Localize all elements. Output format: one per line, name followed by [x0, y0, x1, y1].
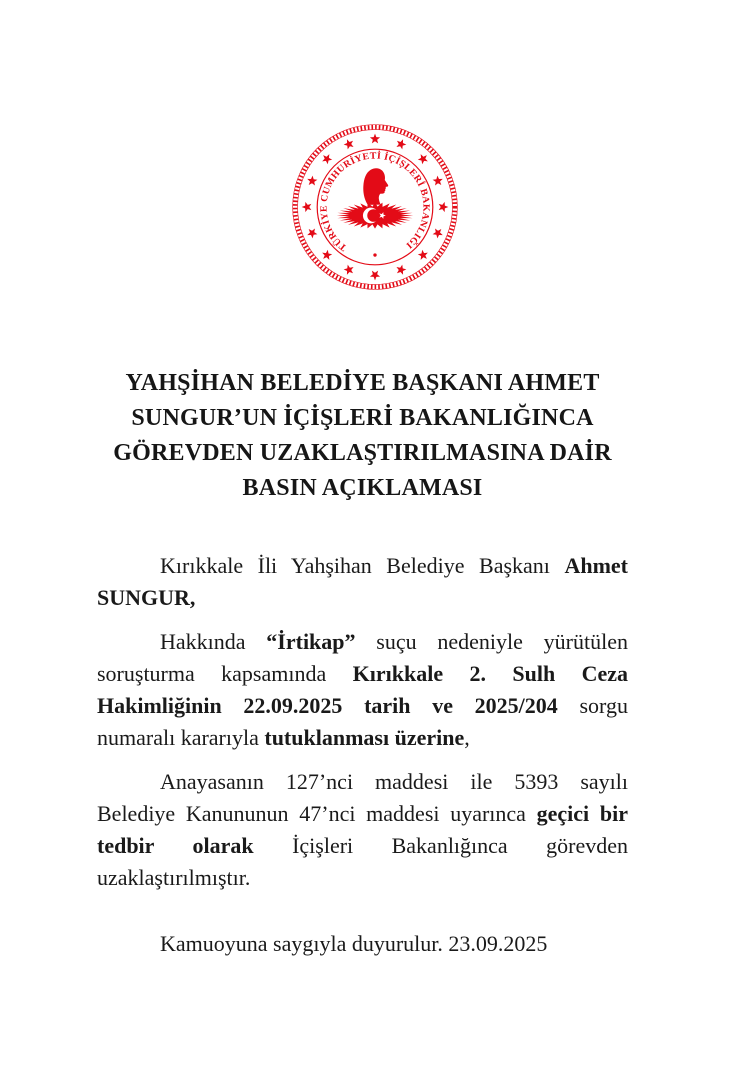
- paragraph-3-run-1: Anayasanın 127’nci maddesi ile 5393 sayılı Belediye Kanununun 47’nci maddesi uyarınca: [97, 769, 628, 826]
- paragraph-1-run-1: Kırıkkale İli Yahşihan Belediye Başkanı: [160, 553, 565, 578]
- ataturk-silhouette: [363, 168, 388, 205]
- paragraph-2-run-6: tutuklanması üzerine: [264, 725, 465, 750]
- title-line-4: BASIN AÇIKLAMASI: [242, 475, 483, 501]
- closing-line: Kamuoyuna saygıyla duyurulur. 23.09.2025: [160, 931, 548, 956]
- ring-bottom-dot: [373, 253, 376, 256]
- paragraph-2-run-3: suçu nedeniyle yürütülen soruşturma kapsamında: [97, 629, 628, 686]
- paragraph-2-run-2: “İrtikap”: [266, 629, 356, 654]
- paragraph-2: [97, 626, 628, 754]
- press-release-body: [97, 550, 628, 972]
- title-line-3: GÖREVDEN UZAKLAŞTIRILMASINA DAİR: [113, 440, 612, 466]
- ministry-emblem-svg: [290, 122, 460, 292]
- paragraph-2-run-1: Hakkında: [160, 629, 267, 654]
- ministry-emblem: [290, 122, 460, 292]
- paragraph-3: [97, 766, 628, 894]
- title-line-2: SUNGUR’UN İÇİŞLERİ BAKANLIĞINCA: [131, 405, 594, 431]
- title-line-1: YAHŞİHAN BELEDİYE BAŞKANI AHMET: [125, 370, 600, 396]
- paragraph-2-run-4: Kırıkkale 2. Sulh Ceza Hakimliğinin 22.09.2025 tarih ve 2025/204: [97, 661, 628, 718]
- paragraph-1: [97, 550, 628, 614]
- ring-text: TÜRKİYE CUMHURİYETİ İÇİŞLERİ BAKANLIĞI: [319, 151, 431, 253]
- press-release-title: [97, 366, 628, 506]
- crescent-inner: [367, 209, 380, 222]
- paragraph-2-run-7: ,: [464, 725, 470, 750]
- paragraph-2-run-5: sorgu numaralı kararıyla: [97, 693, 628, 750]
- paragraph-3-run-2: geçici bir tedbir olarak: [97, 801, 628, 858]
- paragraph-1-run-2: Ahmet SUNGUR,: [97, 553, 628, 610]
- paragraph-3-run-3: İçişleri Bakanlığınca görevden uzaklaştırılmıştır.: [97, 833, 629, 890]
